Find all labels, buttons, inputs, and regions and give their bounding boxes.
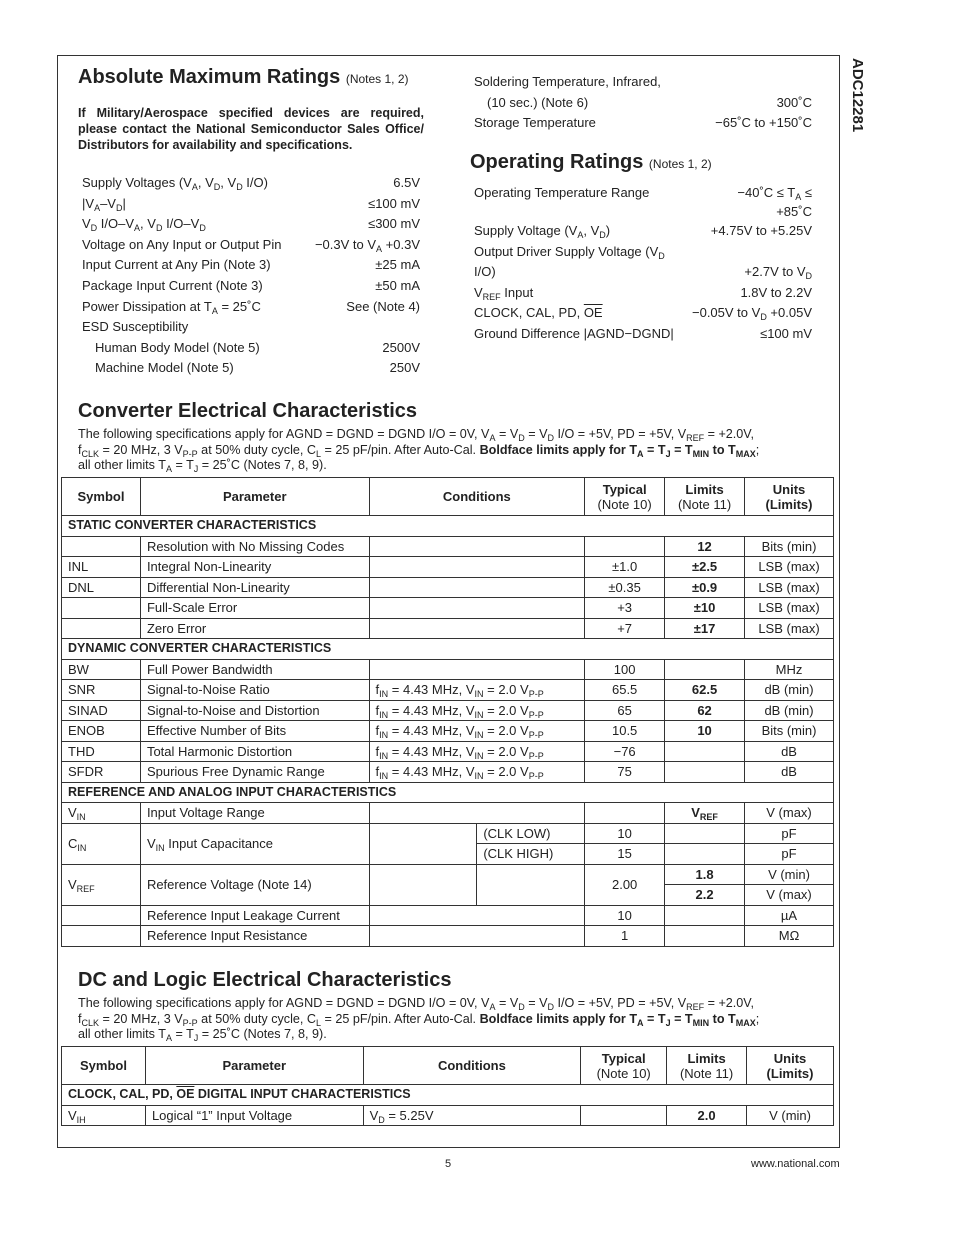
table-row: I/O) +2.7V to $V_D$ — [474, 264, 812, 282]
table-row: $V_{IN}$ Input Voltage Range $V_{REF}$ V (max) — [62, 803, 834, 824]
table-header-row: Symbol Parameter Conditions Typical (Note 10) Limits (Note 11) Units (Limits) — [62, 1047, 834, 1085]
table-row: Storage Temperature −65˚C to +150˚C — [474, 115, 812, 131]
section-header-row: REFERENCE AND ANALOG INPUT CHARACTERISTICS — [62, 782, 834, 803]
table-row: $|V_A-V_D|$ ≤100 mV — [82, 195, 420, 213]
page-number: 5 — [445, 1158, 452, 1170]
table-row: $V_D$ $I/O-V_A$, $V_D$ $I/O-V_D$ ≤300 mV — [82, 216, 420, 234]
table-row: Output Driver Supply Voltage ($V_D$ — [474, 243, 665, 261]
part-number-side-label: ADC12281 — [849, 58, 866, 133]
table-row: THD Total Harmonic Distortion $f_{IN} = 4.43$ MHz, $V_{IN} = 2.0$ $V_{P-P}$ −76 dB — [62, 741, 834, 762]
table-row: Full-Scale Error +3 ±10 LSB (max) — [62, 598, 834, 619]
section-header-row: DYNAMIC CONVERTER CHARACTERISTICS — [62, 639, 834, 660]
table-row: Ground Difference |AGND−DGND| ≤100 mV — [474, 325, 812, 341]
table-row: Machine Model (Note 5) 250V — [95, 360, 420, 376]
table-row: Operating Temperature Range −40˚C ≤ $T_A$ ≤ — [474, 185, 812, 202]
table-row: $C_{IN}$ $V_{IN}$ Input Capacitance (CLK LOW) 10 pF — [62, 823, 834, 844]
converter-section — [78, 400, 818, 474]
table-row: SNR Signal-to-Noise Ratio $f_{IN} = 4.43$ MHz, $V_{IN} = 2.0$ $V_{P-P}$ 65.5 62.5 dB (min) — [62, 680, 834, 701]
table-row: SINAD Signal-to-Noise and Distortion $f_{IN} = 4.43$ MHz, $V_{IN} = 2.0$ $V_{P-P}$ 65 62 dB (min) — [62, 700, 834, 721]
abs-max-table — [82, 174, 420, 380]
table-row: Input Current at Any Pin (Note 3) ±25 mA — [82, 257, 420, 273]
table-row: ENOB Effective Number of Bits $f_{IN} = 4.43$ MHz, $V_{IN} = 2.0$ $V_{P-P}$ 10.5 10 Bits (min) — [62, 721, 834, 742]
table-row: Resolution with No Missing Codes 12 Bits (min) — [62, 536, 834, 557]
footer-website-link[interactable]: www.national.com — [751, 1158, 840, 1170]
dc-logic-conditions: The following specifications apply for AGND = DGND = DGND I/O = 0V, $V_A = V_D = V_D$ I/O = +5V, PD = +5V, $V_{REF} = +2.0V$, $f_{CLK} = 20$ MHz, 3 $V_{P-P}$ at 50% duty cycle, $C_L = 25$ pF/pin. After Auto-Cal. Boldface limits apply for $T_A = T_J = T_{MIN}$ to $T_{MAX}$; all other limits $T_A = T_J$ = 25˚C (Notes 7, 8, 9). — [78, 996, 760, 1043]
table-row: $V_{REF}$ Reference Voltage (Note 14) 2.00 1.8 V (min) — [62, 864, 834, 885]
table-row: Supply Voltages ($V_A$, $V_D$, $V_D$ I/O) 6.5V — [82, 175, 420, 192]
table-row: +85˚C — [776, 204, 812, 219]
table-row: Reference Input Leakage Current 10 µA — [62, 905, 834, 926]
abs-max-section — [78, 66, 424, 153]
operating-table — [474, 184, 812, 346]
converter-table — [61, 477, 834, 947]
table-row: (CLK HIGH) 15 pF — [62, 844, 834, 865]
table-row: Voltage on Any Input or Output Pin −0.3V to $V_A +0.3V$ — [82, 236, 420, 254]
converter-conditions: The following specifications apply for AGND = DGND = DGND I/O = 0V, $V_A = V_D = V_D$ I/O = +5V, PD = +5V, $V_{REF} = +2.0V$, $f_{CLK} = 20$ MHz, 3 $V_{P-P}$ at 50% duty cycle, $C_L = 25$ pF/pin. After Auto-Cal. Boldface limits apply for $T_A = T_J = T_{MIN}$ to $T_{MAX}$; all other limits $T_A = T_J$ = 25˚C (Notes 7, 8, 9). — [78, 427, 760, 474]
table-row: Soldering Temperature, Infrared, — [474, 74, 661, 89]
table-row: Human Body Model (Note 5) 2500V — [95, 339, 420, 355]
table-row: Reference Input Resistance 1 MΩ — [62, 926, 834, 947]
table-row: Supply Voltage ($V_A$, $V_D$) +4.75V to +5.25V — [474, 223, 812, 240]
table-row: CLOCK, CAL, PD, $\overline{OE}$ −0.05V to $V_D +0.05V$ — [474, 305, 812, 323]
abs-max-title: Absolute Maximum Ratings (Notes 1, 2) — [78, 66, 409, 88]
table-row: Zero Error +7 ±17 LSB (max) — [62, 618, 834, 639]
table-row: $V_{REF}$ Input 1.8V to 2.2V — [474, 284, 812, 302]
table-row: BW Full Power Bandwidth 100 MHz — [62, 659, 834, 680]
table-row: Package Input Current (Note 3) ±50 mA — [82, 277, 420, 293]
dc-logic-table — [61, 1046, 834, 1126]
table-row: INL Integral Non-Linearity ±1.0 ±2.5 LSB (max) — [62, 557, 834, 578]
section-header-row: CLOCK, CAL, PD, $\overline{OE}$ DIGITAL INPUT CHARACTERISTICS — [62, 1085, 834, 1106]
operating-title: Operating Ratings (Notes 1, 2) — [470, 151, 712, 173]
table-row: 2.2 V (max) — [62, 885, 834, 906]
military-note: If Military/Aerospace specified devices are required, please contact the National Semiconductor Sales Office/ Distributors for availability and specifications. — [78, 106, 424, 152]
section-header-row: STATIC CONVERTER CHARACTERISTICS — [62, 516, 834, 537]
abs-max-right-table — [474, 73, 812, 135]
dc-logic-section — [78, 969, 818, 1043]
table-row: DNL Differential Non-Linearity ±0.35 ±0.9 LSB (max) — [62, 577, 834, 598]
table-row: (10 sec.) (Note 6) 300˚C — [487, 94, 812, 110]
table-row: SFDR Spurious Free Dynamic Range $f_{IN} = 4.43$ MHz, $V_{IN} = 2.0$ $V_{P-P}$ 75 dB — [62, 762, 834, 783]
table-row: ESD Susceptibility — [82, 319, 189, 335]
table-header-row: Symbol Parameter Conditions Typical (Note 10) Limits (Note 11) Units (Limits) — [62, 478, 834, 516]
table-row: Power Dissipation at $T_A$ = 25˚C See (Note 4) — [82, 298, 420, 316]
converter-title: Converter Electrical Characteristics — [78, 400, 418, 422]
dc-logic-title: DC and Logic Electrical Characteristics — [78, 969, 452, 991]
operating-ratings-section — [470, 151, 712, 174]
table-row: $V_{IH}$ Logical “1” Input Voltage $V_D = 5.25V$ 2.0 V (min) — [62, 1105, 834, 1126]
